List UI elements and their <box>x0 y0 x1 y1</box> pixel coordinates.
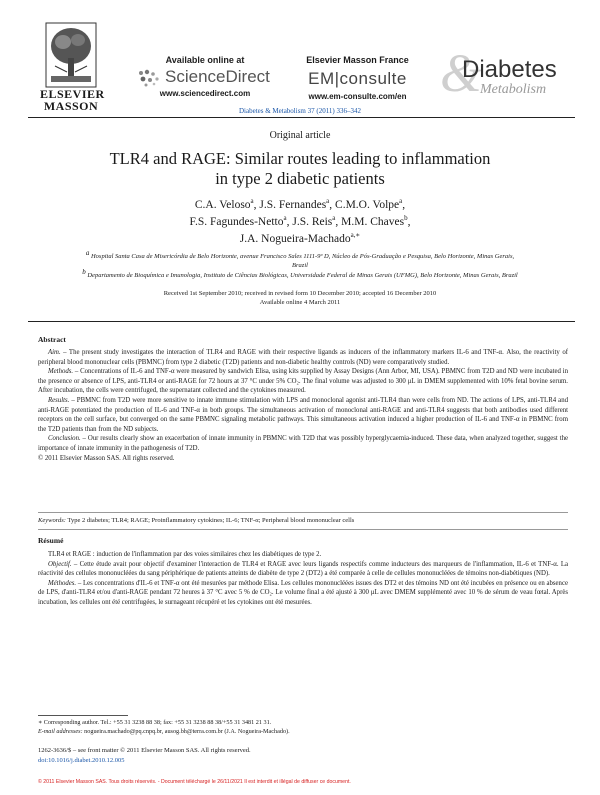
author-line-3 <box>60 231 540 248</box>
article-type: Original article <box>269 130 331 141</box>
affiliation-text: Hospital Santa Casa de Misericórdia de Belo Horizonte, avenue Francisco Sales 1111-9º D, Núcleo de Pós-Graduação e Pesquisa, Belo Horizonte, Minas Gerais, Brazil <box>90 253 515 269</box>
resume-objectif <box>38 560 568 579</box>
author-affil-mark: a,∗ <box>350 231 361 240</box>
sciencedirect-block <box>135 55 275 98</box>
keywords-label: Keywords: <box>38 517 66 524</box>
download-watermark: © 2011 Elsevier Masson SAS. Tous droits réservés. - Document téléchargé le 26/11/2021 Il est interdit et illégal de diffuser ce document. <box>38 779 351 785</box>
author-name: J.S. Fernandes <box>259 199 327 211</box>
sciencedirect-logo <box>135 67 275 87</box>
abstract-conclusion <box>38 434 568 453</box>
title-line-2: in type 2 diabetic patients <box>215 169 385 188</box>
abstract-divider <box>28 321 575 322</box>
methodes-label: Méthodes. <box>48 579 77 587</box>
author-separator: , <box>335 216 342 228</box>
results-label: Results. <box>48 396 70 404</box>
bottom-info <box>38 746 438 765</box>
affiliation-mark: a <box>85 248 90 257</box>
article-dates <box>60 289 540 307</box>
corresponding-author: ∗ Corresponding author. Tel.: +55 31 3238 88 38; fax: +55 31 3238 88 38/+55 31 3481 21 31. <box>38 719 272 726</box>
conclusion-text: – Our results clearly show an exacerbation of innate immunity in PBMNC with T2D that was possibly hyperglycaemia-induced. These data, when analyzed together, suggest the importance of innate immunity in the pathogenesis of T2D. <box>38 435 568 452</box>
author-affil-mark: b <box>404 214 408 223</box>
elsevier-wordmark: ELSEVIER <box>40 87 105 101</box>
author-name: C.A. Veloso <box>194 199 251 211</box>
sd-available-text: Available online at <box>165 55 245 65</box>
journal-logo-subtitle: Metabolism <box>480 82 547 97</box>
doi-link[interactable]: doi:10.1016/j.diabet.2010.12.005 <box>38 756 125 764</box>
abstract-methods <box>38 367 568 396</box>
abstract-results <box>38 396 568 434</box>
sd-url[interactable]: www.sciencedirect.com <box>159 89 251 98</box>
author-affil-mark: a <box>399 197 403 206</box>
journal-logo-title: Diabetes <box>462 56 557 83</box>
author-name: M.M. Chaves <box>341 216 405 228</box>
methodes-text: – Les concentrations d'IL-6 et TNF-α ont été mesurées par méthode Elisa. Les cellules mononucléées issues des DT2 et des témoins ND ont été incubées en présence ou en absence de LPS, d'anti-TLR4 et/ou d'anti-RAGE pendant 72 heures à 37 °C avec 5 % de CO₂. Le volume final a été ajusté à 300 μL avec DMEM supplémenté avec 10 % de sérum de veau fœtal. Après incubation, les cellules ont été centrifugées, le surnageant récupéré et les cytokines ont été mesurées. <box>38 579 568 606</box>
footnote-divider <box>38 715 128 716</box>
author-affil-mark: a <box>332 214 336 223</box>
masson-wordmark: MASSON <box>43 99 99 113</box>
author-affil-mark: a <box>283 214 287 223</box>
aim-label: Aim. <box>48 349 61 356</box>
header-divider <box>28 117 575 118</box>
author-list <box>60 197 540 248</box>
author-name: F.S. Fagundes-Netto <box>189 216 284 228</box>
journal-reference[interactable]: Diabetes & Metabolism 37 (2011) 336–342 <box>238 107 362 115</box>
author-separator: , <box>407 216 411 228</box>
author-separator: , <box>253 199 260 211</box>
available-online-date: Available online 4 March 2011 <box>259 299 341 306</box>
article-title <box>60 149 540 189</box>
author-line-1 <box>60 197 540 214</box>
journal-logo <box>440 43 570 108</box>
footnote <box>38 718 568 736</box>
affiliation-text: Departamento de Bioquímica e Imunologia, Instituto de Ciências Biológicas, Universidade Federal de Minas Gerais (UFMG), Belo Horizonte, Minas Gerais, Brazil <box>87 272 518 279</box>
emconsulte-logo: EM|consulte <box>308 69 407 88</box>
abstract-body <box>38 348 568 463</box>
received-dates: Received 1st September 2010; received in revised form 10 December 2010; accepted 16 December 2010 <box>163 290 437 297</box>
keywords-text: Type 2 diabetes; TLR4; RAGE; Proinflammatory cytokines; IL-6; TNF-α; Peripheral blood mononuclear cells <box>65 517 355 524</box>
resume-title: TLR4 et RAGE : induction de l'inflammation par des voies similaires chez les diabétiques de type 2. <box>48 551 322 558</box>
issn-line: 1262-3636/$ – see front matter © 2011 Elsevier Masson SAS. All rights reserved. <box>38 747 251 754</box>
objectif-label: Objectif. <box>48 560 72 568</box>
email-label: E-mail addresses: <box>38 728 83 735</box>
elsevier-tree-icon <box>45 22 97 88</box>
author-affil-mark: a <box>326 197 330 206</box>
author-name: J.S. Reis <box>292 216 333 228</box>
author-affil-mark: a <box>250 197 254 206</box>
results-text: – PBMNC from T2D were more sensitive to innate immune stimulation with LPS and monoclonal agonist anti-TLR4 than were cells from ND. The actions of LPS, anti-TLR4 and anti-RAGE potentiated the production of IL-6 and TNF-α in both groups. The simultaneous activation of monoclonal anti-RAGE and anti-TLR4 suggests that both antibodies used different receptors on the cell surface, but converged on the same PBMNC signaling metabolic pathways. This simultaneous activation induced a higher production of IL-6 and TNF-α in PBMNC from the T2D patients than from the ND subjects. <box>38 396 568 433</box>
author-separator: , <box>329 199 336 211</box>
affiliation-item <box>80 267 520 280</box>
resume-heading: Résumé <box>38 536 64 545</box>
title-line-1: TLR4 and RAGE: Similar routes leading to inflammation <box>109 149 491 168</box>
author-separator: , <box>286 216 293 228</box>
affiliations <box>80 248 520 281</box>
sciencedirect-dots-icon <box>137 69 163 87</box>
author-line-2 <box>60 214 540 231</box>
affiliation-mark: b <box>82 267 86 276</box>
aim-text: – The present study investigates the interaction of TLR4 and RAGE with their respective ligands as inducers of the inflammatory markers IL-6 and TNF-α. Also, the reactivity of peripheral blood mononuclear cells (PBMNC) from type 2 diabetic (T2D) patients and non-diabetic healthy controls (ND) were comparatively studied. <box>38 349 568 366</box>
em-url[interactable]: www.em-consulte.com/en <box>308 92 407 101</box>
author-name: C.M.O. Volpe <box>335 199 400 211</box>
sd-logo-text: ScienceDirect <box>165 67 270 86</box>
journal-logo-ampersand: & <box>440 43 483 103</box>
methods-text: – Concentrations of IL-6 and TNF-α were measured by sandwich Elisa, using kits supplied by Assay Designs (Ann Arbor, MI, USA). PBMNC from T2D and ND were incubated in the presence or absence of LPS, anti-TLR4 or anti-RAGE for 72 hours at 37 °C under 5% CO₂. The final volume was adjusted to 300 μL in DMEM supplemented with 10% fetal bovine serum. After incubation, the cells were centrifuged, the supernatant collected and the cytokines measured. <box>38 368 568 395</box>
email-text[interactable]: nogueira.machado@pq.cnpq.br, ausog.bh@terra.com.br (J.A. Nogueira-Machado). <box>82 728 290 735</box>
affiliation-item <box>80 248 520 270</box>
resume-body <box>38 550 568 608</box>
em-publisher: Elsevier Masson France <box>306 55 409 65</box>
abstract-aim <box>38 348 568 367</box>
author-separator: , <box>402 199 406 211</box>
author-name: J.A. Nogueira-Machado <box>239 233 351 245</box>
keywords-divider-top <box>38 512 568 513</box>
keywords-divider-bottom <box>38 529 568 530</box>
emconsulte-block <box>290 55 425 101</box>
email-addresses <box>38 727 568 736</box>
conclusion-label: Conclusion. <box>48 435 81 443</box>
keywords <box>38 517 568 524</box>
abstract-copyright: © 2011 Elsevier Masson SAS. All rights reserved. <box>38 454 175 462</box>
abstract-heading: Abstract <box>38 335 66 344</box>
objectif-text: – Cette étude avait pour objectif d'examiner l'interaction de TLR4 et RAGE avec leurs ligands respectifs comme inducteurs des marqueurs de l'inflammation, IL-6 et TNF-α. La réactivité des cellules mononucléées du sang périphérique de patients atteints de diabète de type 2 (DT2) a été comparée à celle de cellules mononucléées de témoins non-diabétiques (ND). <box>38 560 568 578</box>
resume-methodes <box>38 579 568 608</box>
methods-label: Methods. <box>48 368 74 376</box>
